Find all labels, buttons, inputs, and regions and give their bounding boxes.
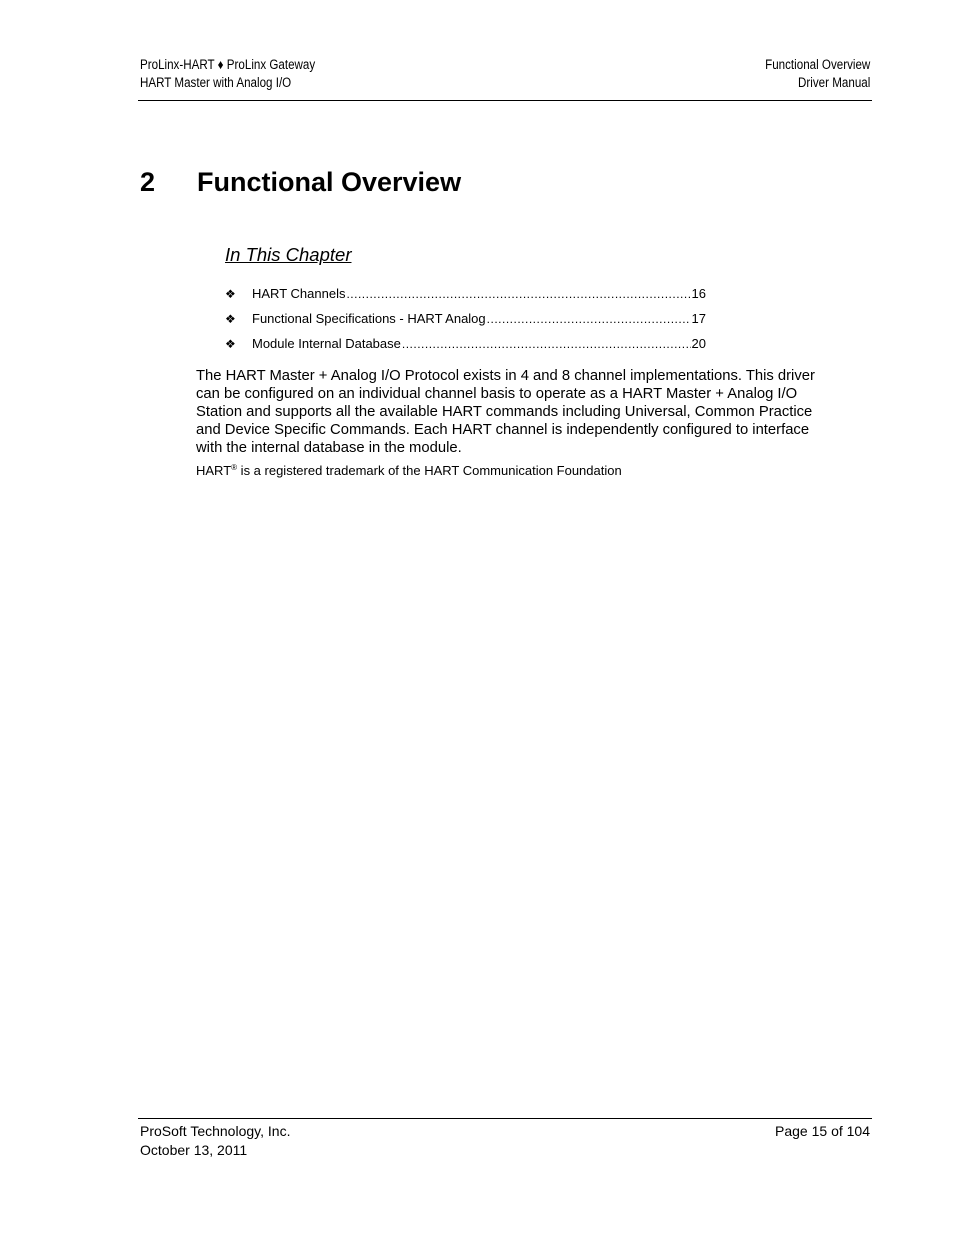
- table-of-contents: [225, 285, 706, 360]
- footer-company: ProSoft Technology, Inc.: [140, 1123, 291, 1139]
- toc-dot-leader: [346, 285, 690, 303]
- toc-dot-leader: [402, 335, 691, 353]
- footer-date: October 13, 2011: [140, 1142, 248, 1158]
- toc-item-page[interactable]: 17: [691, 311, 706, 326]
- toc-item-page[interactable]: 20: [691, 336, 706, 351]
- toc-item-page[interactable]: 16: [691, 286, 706, 301]
- header-manual-type: Driver Manual: [797, 75, 870, 90]
- page-header-right: [765, 56, 870, 92]
- toc-item-title[interactable]: HART Channels: [252, 286, 346, 301]
- diamond-bullet-icon: ❖: [225, 287, 236, 301]
- trademark-note: [196, 459, 622, 480]
- trademark-word: HART: [196, 463, 232, 478]
- page-footer-left: [140, 1122, 290, 1160]
- toc-item-title[interactable]: Module Internal Database: [252, 336, 401, 351]
- chapter-title: Functional Overview: [197, 167, 462, 197]
- diamond-bullet-icon: ❖: [225, 337, 236, 351]
- toc-item-title[interactable]: Functional Specifications - HART Analog: [252, 311, 486, 326]
- registered-symbol: ®: [231, 463, 238, 472]
- page-footer-right: [775, 1122, 870, 1141]
- diamond-bullet-icon: ❖: [225, 312, 236, 326]
- chapter-heading: [140, 164, 461, 200]
- footer-page-number: Page 15 of 104: [775, 1123, 870, 1139]
- overview-paragraph: The HART Master + Analog I/O Protocol exists in 4 and 8 channel implementations. This driver can be configured on an individual channel basis to operate as a HART Master + Analog I/O Station and supports all the available HART commands including Universal, Common Practice and Device Specific Commands. Each HART channel is independently configured to interface with the internal database in the module.: [196, 368, 815, 456]
- header-product-line: ProLinx-HART ♦ ProLinx Gateway: [140, 57, 316, 72]
- page-header-left: [140, 56, 315, 92]
- toc-item-functional-specifications[interactable]: [225, 310, 706, 335]
- toc-heading: In This Chapter: [225, 244, 352, 265]
- toc-item-hart-channels[interactable]: [225, 285, 706, 310]
- chapter-number: 2: [140, 167, 156, 197]
- trademark-text: is a registered trademark of the HART Communication Foundation: [237, 463, 622, 478]
- toc-dot-leader: [487, 310, 691, 328]
- toc-item-module-internal-database[interactable]: [225, 335, 706, 360]
- header-product-name: HART Master with Analog I/O: [140, 75, 292, 90]
- header-section-title: Functional Overview: [764, 57, 870, 72]
- footer-divider: [138, 1118, 872, 1119]
- header-divider: [138, 100, 872, 101]
